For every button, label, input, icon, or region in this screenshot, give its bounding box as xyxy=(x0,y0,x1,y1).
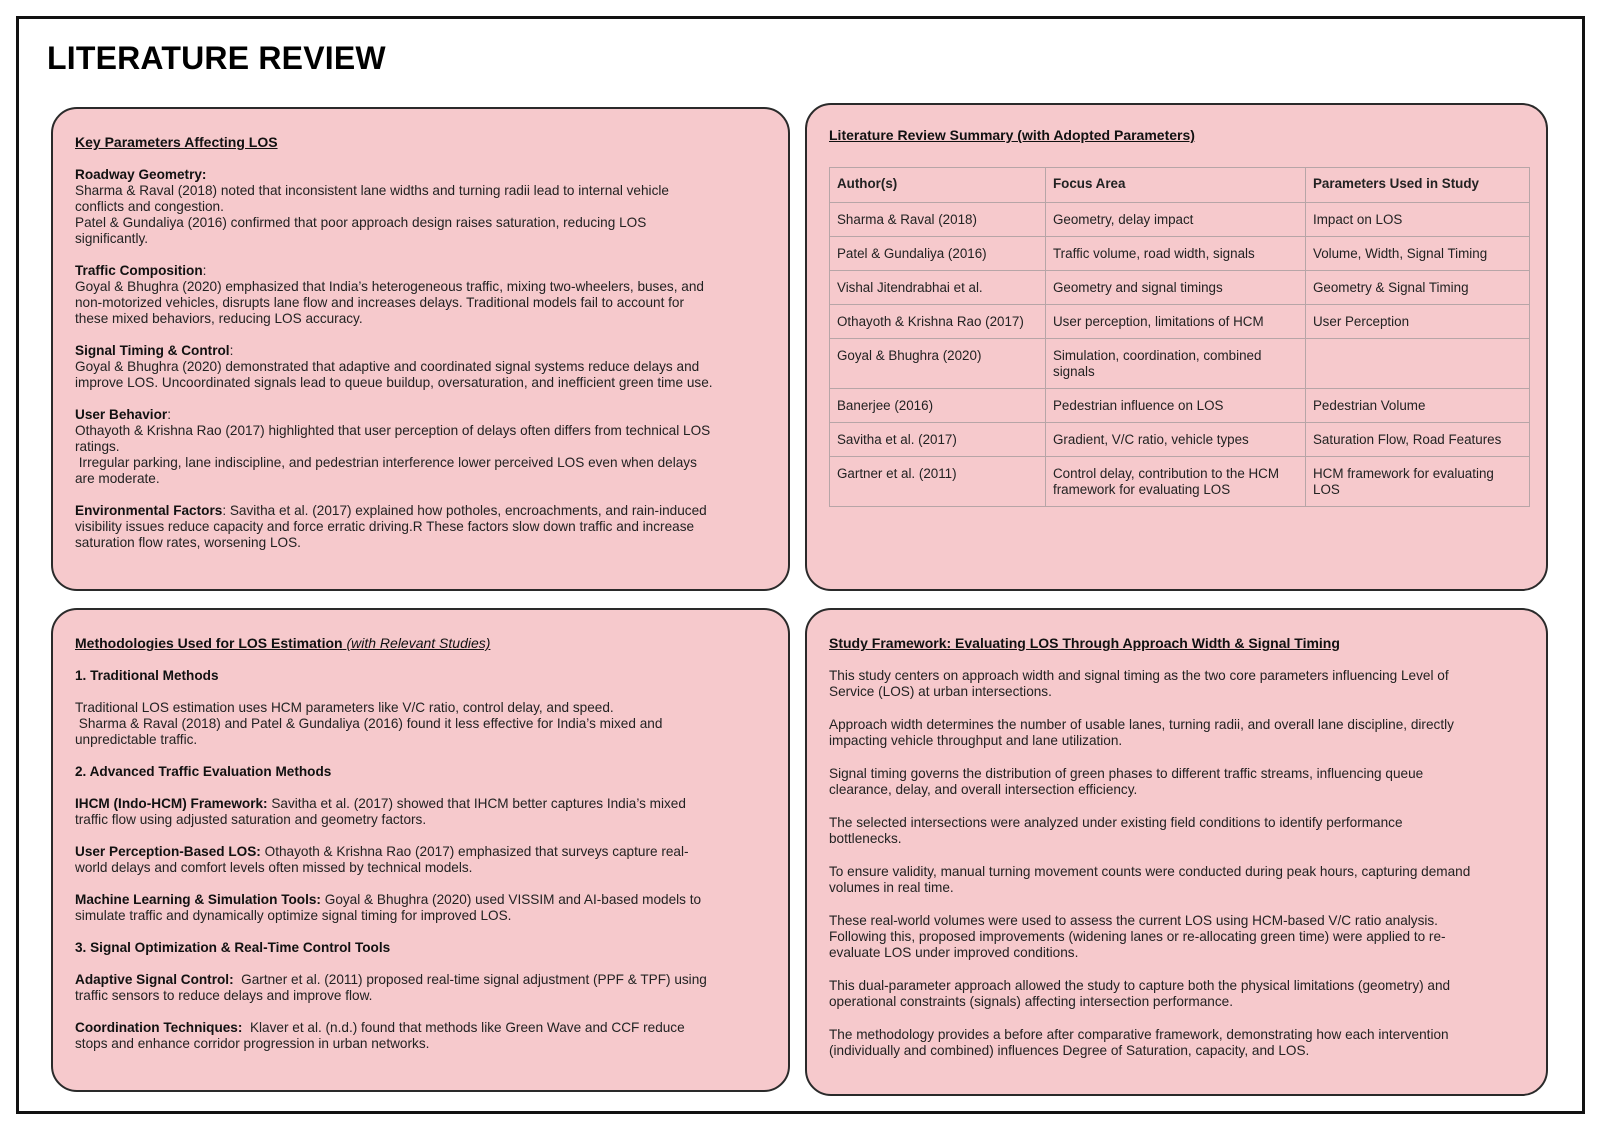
section-traditional-methods: 1. Traditional Methods xyxy=(75,668,219,683)
header-authors: Author(s) xyxy=(830,168,1046,203)
text-line: Traditional LOS estimation uses HCM parameters like V/C ratio, control delay, and speed. xyxy=(75,700,614,715)
text-line: Othayoth & Krishna Rao (2017) highlighted that user perception of delays often differs from technical LOS xyxy=(75,423,711,438)
user-behavior-title xyxy=(75,407,766,423)
text-line: conflicts and congestion. xyxy=(75,199,224,214)
ihcm-item xyxy=(75,796,766,828)
table-row xyxy=(830,457,1530,507)
table-row xyxy=(830,237,1530,271)
key-parameters-heading: Key Parameters Affecting LOS xyxy=(75,134,278,150)
cell-focus: Traffic volume, road width, signals xyxy=(1046,237,1306,271)
adaptive-signal-title xyxy=(75,972,766,988)
text-line: visibility issues reduce capacity and force erratic driving.R These factors slow down traffic and increase xyxy=(75,519,695,534)
text-line: these mixed behaviors, reducing LOS accuracy. xyxy=(75,311,363,326)
text-line: Klaver et al. (n.d.) found that methods like Green Wave and CCF reduce xyxy=(242,1020,685,1035)
text-line: : Savitha et al. (2017) explained how potholes, encroachments, and rain-induced xyxy=(222,503,707,518)
traffic-composition-label: Traffic Composition xyxy=(75,263,203,278)
text-line: volumes in real time. xyxy=(829,880,954,895)
environmental-factors-section xyxy=(75,503,766,551)
cell-parameters: User Perception xyxy=(1306,305,1530,339)
adaptive-signal-item xyxy=(75,972,766,1004)
machine-learning-label: Machine Learning & Simulation Tools: xyxy=(75,892,321,907)
cell-author: Vishal Jitendrabhai et al. xyxy=(830,271,1046,305)
text-line: non-motorized vehicles, disrupts lane flow and increases delays. Traditional models fail to account for xyxy=(75,295,685,310)
user-perception-title xyxy=(75,844,766,860)
header-focus-area: Focus Area xyxy=(1046,168,1306,203)
cell-focus: Simulation, coordination, combined signals xyxy=(1046,339,1306,389)
text-line: Approach width determines the number of usable lanes, turning radii, and overall lane discipline, directly xyxy=(829,717,1454,732)
text-line: Following this, proposed improvements (widening lanes or re-allocating green time) were applied to re- xyxy=(829,929,1446,944)
text-line: Othayoth & Krishna Rao (2017) emphasized that surveys capture real- xyxy=(260,844,689,859)
cell-focus: Gradient, V/C ratio, vehicle types xyxy=(1046,423,1306,457)
framework-paragraph xyxy=(829,668,1524,700)
text-line: The selected intersections were analyzed under existing field conditions to identify performance xyxy=(829,815,1403,830)
text-line: simulate traffic and dynamically optimize signal timing for improved LOS. xyxy=(75,908,512,923)
key-parameters-panel xyxy=(51,107,790,591)
summary-table xyxy=(829,167,1530,507)
framework-paragraph xyxy=(829,864,1524,896)
cell-author: Savitha et al. (2017) xyxy=(830,423,1046,457)
methodologies-panel xyxy=(51,608,790,1092)
framework-paragraph xyxy=(829,978,1524,1010)
methodologies-heading-text: Methodologies Used for LOS Estimation xyxy=(75,635,343,651)
text-line: Sharma & Raval (2018) noted that inconsistent lane widths and turning radii lead to internal vehicle xyxy=(75,183,669,198)
text-line: This dual-parameter approach allowed the study to capture both the physical limitations (geometry) and xyxy=(829,978,1451,993)
signal-timing-title xyxy=(75,343,766,359)
cell-focus: User perception, limitations of HCM xyxy=(1046,305,1306,339)
cell-author: Gartner et al. (2011) xyxy=(830,457,1046,507)
text-line: evaluate LOS under improved conditions. xyxy=(829,945,1079,960)
cell-focus: Pedestrian influence on LOS xyxy=(1046,389,1306,423)
cell-parameters xyxy=(1306,339,1530,389)
framework-paragraph xyxy=(829,717,1524,749)
table-row xyxy=(830,423,1530,457)
text-line: operational constraints (signals) affecting intersection performance. xyxy=(829,994,1233,1009)
table-header-row xyxy=(830,168,1530,203)
text-line: saturation flow rates, worsening LOS. xyxy=(75,535,301,550)
roadway-geometry-label: Roadway Geometry: xyxy=(75,167,207,182)
text-line: Goyal & Bhughra (2020) used VISSIM and AI-based models to xyxy=(320,892,702,907)
header-parameters: Parameters Used in Study xyxy=(1306,168,1530,203)
text-line: clearance, delay, and overall intersection efficiency. xyxy=(829,782,1138,797)
text-line: stops and enhance corridor progression in urban networks. xyxy=(75,1036,430,1051)
cell-parameters: Pedestrian Volume xyxy=(1306,389,1530,423)
user-perception-item xyxy=(75,844,766,876)
text-line: Irregular parking, lane indiscipline, and pedestrian interference lower perceived LOS even when delays xyxy=(75,455,697,470)
text-line: (individually and combined) influences Degree of Saturation, capacity, and LOS. xyxy=(829,1043,1310,1058)
text-line: Gartner et al. (2011) proposed real-time signal adjustment (PPF & TPF) using xyxy=(233,972,707,987)
cell-author: Goyal & Bhughra (2020) xyxy=(830,339,1046,389)
machine-learning-item xyxy=(75,892,766,924)
cell-focus: Geometry, delay impact xyxy=(1046,203,1306,237)
text-line: improve LOS. Uncoordinated signals lead to queue buildup, oversaturation, and inefficient green time use. xyxy=(75,375,713,390)
text-line: Patel & Gundaliya (2016) confirmed that poor approach design raises saturation, reducing LOS xyxy=(75,215,647,230)
cell-focus: Geometry and signal timings xyxy=(1046,271,1306,305)
text-line: bottlenecks. xyxy=(829,831,902,846)
environmental-factors-title xyxy=(75,503,766,519)
user-behavior-section xyxy=(75,407,766,487)
text-line: The methodology provides a before after comparative framework, demonstrating how each intervention xyxy=(829,1027,1449,1042)
traffic-composition-section xyxy=(75,263,766,327)
ihcm-title xyxy=(75,796,766,812)
text-line: are moderate. xyxy=(75,471,160,486)
text-line: These real-world volumes were used to assess the current LOS using HCM-based V/C ratio analysis. xyxy=(829,913,1438,928)
table-row xyxy=(830,271,1530,305)
framework-paragraph xyxy=(829,1027,1524,1059)
ihcm-label: IHCM (Indo-HCM) Framework: xyxy=(75,796,268,811)
cell-author: Sharma & Raval (2018) xyxy=(830,203,1046,237)
signal-timing-label: Signal Timing & Control xyxy=(75,343,230,358)
text-line: unpredictable traffic. xyxy=(75,732,198,747)
label-suffix: : xyxy=(202,263,207,278)
text-line: Signal timing governs the distribution of green phases to different traffic streams, influencing queue xyxy=(829,766,1424,781)
table-row xyxy=(830,203,1530,237)
coordination-title xyxy=(75,1020,766,1036)
text-line: This study centers on approach width and signal timing as the two core parameters influencing Level of xyxy=(829,668,1449,683)
cell-author: Banerjee (2016) xyxy=(830,389,1046,423)
methodologies-heading xyxy=(75,635,766,651)
section-advanced-methods: 2. Advanced Traffic Evaluation Methods xyxy=(75,764,332,779)
framework-paragraph xyxy=(829,766,1524,798)
study-framework-panel xyxy=(805,608,1548,1096)
cell-parameters: Geometry & Signal Timing xyxy=(1306,271,1530,305)
cell-author: Patel & Gundaliya (2016) xyxy=(830,237,1046,271)
traditional-methods-text xyxy=(75,700,766,748)
coordination-item xyxy=(75,1020,766,1052)
text-line: Goyal & Bhughra (2020) emphasized that India’s heterogeneous traffic, mixing two-wheelers, buses, and xyxy=(75,279,704,294)
text-line: Sharma & Raval (2018) and Patel & Gundaliya (2016) found it less effective for India’s mixed and xyxy=(75,716,663,731)
signal-timing-section xyxy=(75,343,766,391)
table-row xyxy=(830,305,1530,339)
text-line: ratings. xyxy=(75,439,120,454)
traffic-composition-title xyxy=(75,263,766,279)
roadway-geometry-section xyxy=(75,167,766,247)
machine-learning-title xyxy=(75,892,766,908)
cell-author: Othayoth & Krishna Rao (2017) xyxy=(830,305,1046,339)
table-row xyxy=(830,339,1530,389)
text-line: Service (LOS) at urban intersections. xyxy=(829,684,1052,699)
cell-parameters: Impact on LOS xyxy=(1306,203,1530,237)
framework-paragraph xyxy=(829,815,1524,847)
environmental-factors-label: Environmental Factors xyxy=(75,503,223,518)
coordination-label: Coordination Techniques: xyxy=(75,1020,243,1035)
user-behavior-label: User Behavior xyxy=(75,407,168,422)
label-suffix: : xyxy=(167,407,171,422)
user-perception-label: User Perception-Based LOS: xyxy=(75,844,261,859)
cell-parameters: HCM framework for evaluating LOS xyxy=(1306,457,1530,507)
cell-parameters: Saturation Flow, Road Features xyxy=(1306,423,1530,457)
methodologies-heading-italic: (with Relevant Studies) xyxy=(346,635,491,651)
adaptive-signal-label: Adaptive Signal Control: xyxy=(75,972,234,987)
text-line: world delays and comfort levels often missed by technical models. xyxy=(75,860,473,875)
page-title: LITERATURE REVIEW xyxy=(47,40,386,76)
text-line: impacting vehicle throughput and lane utilization. xyxy=(829,733,1123,748)
text-line: To ensure validity, manual turning movement counts were conducted during peak hours, capturing demand xyxy=(829,864,1471,879)
text-line: significantly. xyxy=(75,231,149,246)
table-row xyxy=(830,389,1530,423)
study-framework-heading: Study Framework: Evaluating LOS Through Approach Width & Signal Timing xyxy=(829,635,1340,651)
literature-summary-panel xyxy=(805,103,1548,591)
text-line: Goyal & Bhughra (2020) demonstrated that adaptive and coordinated signal systems reduce delays and xyxy=(75,359,700,374)
section-signal-optimization: 3. Signal Optimization & Real-Time Control Tools xyxy=(75,940,391,955)
text-line: traffic flow using adjusted saturation and geometry factors. xyxy=(75,812,427,827)
text-line: Savitha et al. (2017) showed that IHCM better captures India’s mixed xyxy=(267,796,686,811)
literature-summary-heading: Literature Review Summary (with Adopted Parameters) xyxy=(829,127,1195,143)
cell-focus: Control delay, contribution to the HCM framework for evaluating LOS xyxy=(1046,457,1306,507)
framework-paragraph xyxy=(829,913,1524,961)
cell-parameters: Volume, Width, Signal Timing xyxy=(1306,237,1530,271)
text-line: traffic sensors to reduce delays and improve flow. xyxy=(75,988,373,1003)
label-suffix: : xyxy=(229,343,234,358)
